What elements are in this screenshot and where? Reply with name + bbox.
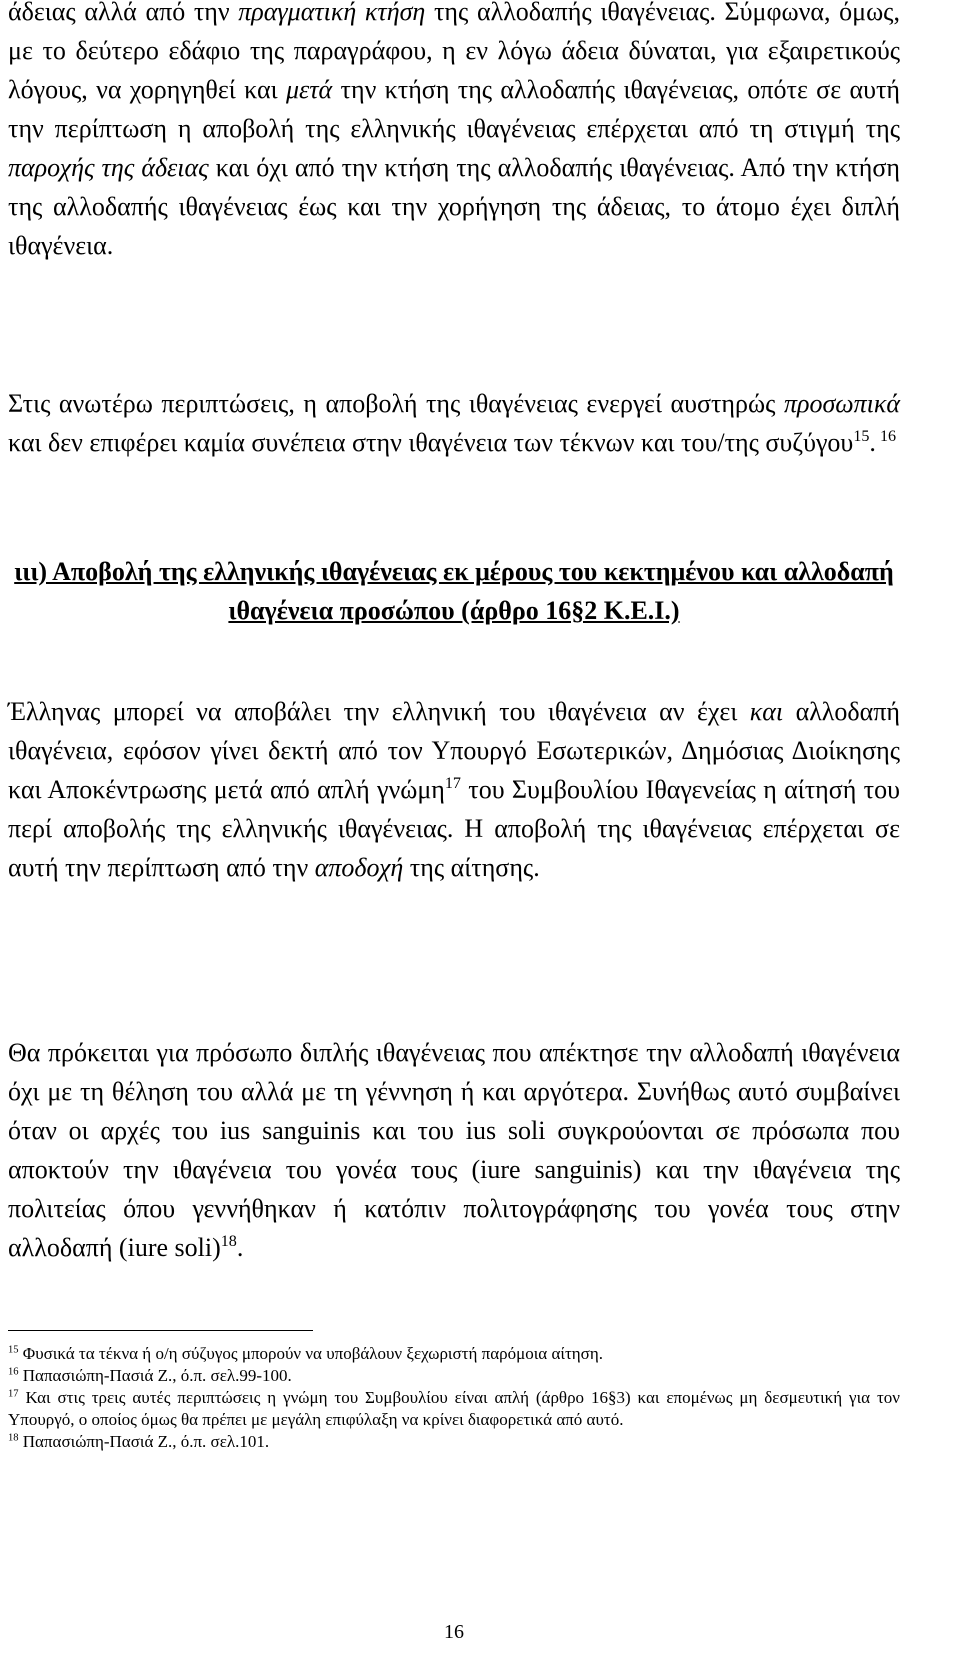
text-run: και δεν επιφέρει καμία συνέπεια στην ιθαγένεια των τέκνων και του/της συζύγου: [8, 428, 854, 457]
footnote-text: Παπασιώπη-Πασιά Ζ., ό.π. σελ.99-100.: [18, 1366, 292, 1385]
text-run: την κτήση της αλλοδαπής ιθαγένειας, οπότε σε αυτή την περίπτωση η αποβολή της ελληνικής ιθαγένειας επέρχεται από τη στιγμή της: [8, 75, 900, 143]
footnote-number: 16: [8, 1366, 19, 1378]
paragraph-3: [8, 692, 900, 887]
text-run: του Συμβουλίου Ιθαγενείας η αίτησή του περί αποβολής της ελληνικής ιθαγένειας. Η αποβολή της ιθαγένειας επέρχεται σε αυτή την περίπτωση από την: [8, 775, 900, 882]
italic-run: αποδοχή: [314, 853, 404, 882]
footnote-number: 18: [8, 1432, 19, 1444]
footnote-16: [8, 1365, 900, 1387]
footnote-number: 15: [8, 1344, 19, 1356]
text-run: Έλληνας μπορεί να αποβάλει την ελληνική του ιθαγένεια αν έχει: [8, 697, 750, 726]
italic-run: και: [749, 697, 784, 726]
footnote-text: Φυσικά τα τέκνα ή ο/η σύζυγος μπορούν να υποβάλουν ξεχωριστή παρόμοια αίτηση.: [18, 1344, 603, 1363]
footnote-ref-15[interactable]: 15: [853, 428, 870, 446]
footnote-15: [8, 1343, 900, 1365]
footnote-17: [8, 1387, 900, 1431]
footnote-ref-16[interactable]: 16: [875, 428, 897, 446]
text-run: της αλλοδαπής ιθαγένειας. Σύμφωνα, όμως, με το δεύτερο εδάφιο της παραγράφου, η εν λόγω άδεια δύναται, για εξαιρετικούς λόγους, να χορηγηθεί και: [8, 0, 900, 104]
italic-run: παροχής της άδειας: [8, 153, 209, 182]
footnote-separator: [8, 1330, 313, 1331]
footnote-ref-17[interactable]: 17: [444, 775, 461, 793]
section-heading: ιιι) Αποβολή της ελληνικής ιθαγένειας εκ μέρους του κεκτημένου και αλλοδαπή ιθαγένεια προσώπου (άρθρο 16§2 Κ.Ε.Ι.): [14, 557, 894, 625]
text-run: αλλοδαπή ιθαγένεια, εφόσον γίνει δεκτή από τον Υπουργό Εσωτερικών, Δημόσιας Διοίκησης και Αποκέντρωσης μετά από απλή γνώμη: [8, 697, 900, 804]
text-run: της αίτησης.: [403, 853, 540, 882]
text-run: .: [236, 1233, 244, 1262]
footnote-text: Και στις τρεις αυτές περιπτώσεις η γνώμη του Συμβουλίου είναι απλή (άρθρο 16§3) και επομένως μη δεσμευτική για τον Υπουργό, ο οποίος όμως θα πρέπει με μεγάλη επιφύλαξη να κρίνει διαφορετικά από αυτό.: [8, 1388, 900, 1429]
paragraph-1: [8, 0, 900, 265]
text-run: Θα πρόκειται για πρόσωπο διπλής ιθαγένειας που απέκτησε την αλλοδαπή ιθαγένεια όχι με τη θέληση του αλλά με τη γέννηση ή και αργότερα. Συνήθως αυτό συμβαίνει όταν οι αρχές του ius sanguinis και του ius soli συγκρούονται σε πρόσωπα που αποκτούν την ιθαγένεια του γονέα τους (iure sanguinis) και την ιθαγένεια της πολιτείας όπου γεννήθηκαν ή κατόπιν πολιτογράφησης του γονέα τους στην αλλοδαπή (iure soli): [8, 1038, 900, 1262]
paragraph-2: [8, 384, 900, 462]
footnote-18: [8, 1431, 900, 1453]
italic-run: προσωπικά: [783, 389, 900, 418]
italic-run: πραγματική κτήση: [238, 0, 426, 26]
paragraph-4: [8, 1033, 900, 1267]
text-run: και όχι από την κτήση της αλλοδαπής ιθαγένειας. Από την κτήση της αλλοδαπής ιθαγένειας έως και την χορήγηση της άδειας, το άτομο έχει διπλή ιθαγένεια.: [8, 153, 901, 260]
footnotes: [8, 1343, 900, 1453]
text-run: .: [869, 428, 876, 457]
page-number: 16: [444, 1621, 464, 1643]
footnote-ref-18[interactable]: 18: [220, 1233, 237, 1251]
text-run: άδειας αλλά από την: [8, 0, 239, 26]
footnote-number: 17: [8, 1388, 19, 1400]
text-run: Στις ανωτέρω περιπτώσεις, η αποβολή της ιθαγένειας ενεργεί αυστηρώς: [8, 389, 784, 418]
footnote-text: Παπασιώπη-Πασιά Ζ., ό.π. σελ.101.: [18, 1432, 270, 1451]
italic-run: μετά: [285, 75, 333, 104]
